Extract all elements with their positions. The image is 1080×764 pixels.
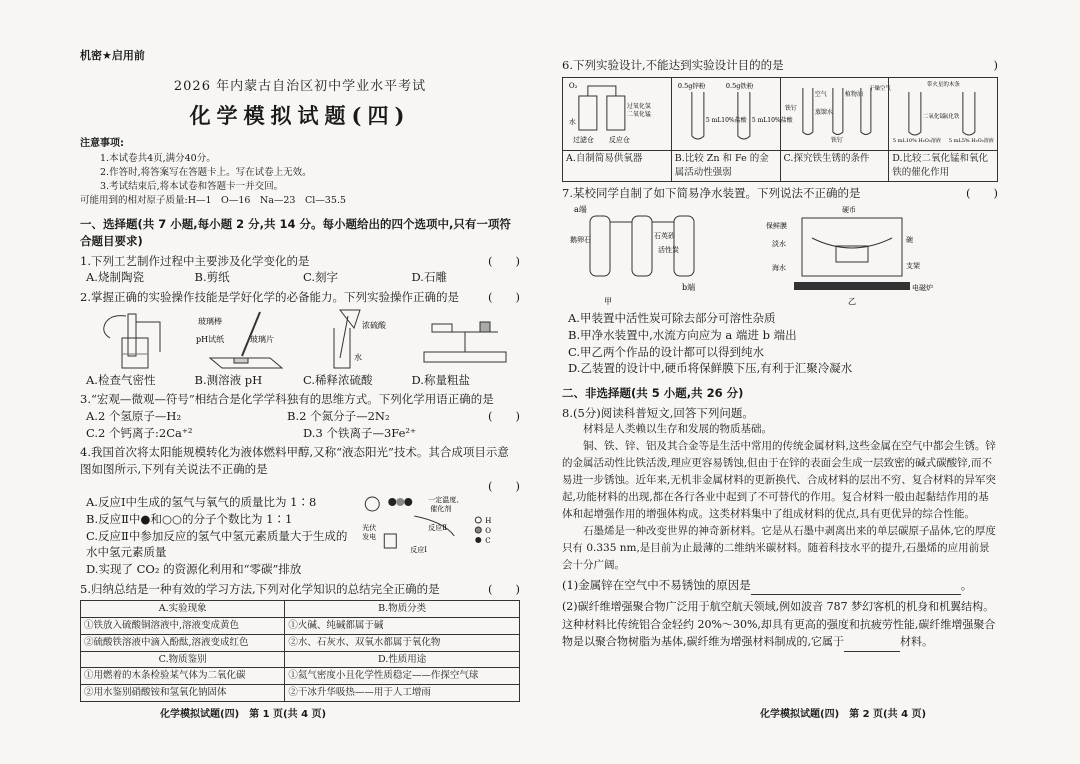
- option: B.剪纸: [194, 270, 230, 285]
- question-7: [562, 185, 998, 202]
- hcl-label-2: 5 mL10%盐酸: [751, 116, 793, 124]
- option: B.比较 Zn 和 Fe 的金属活动性强弱: [671, 151, 780, 182]
- option: C.刻字: [303, 270, 339, 285]
- reading-paragraph: 铜、铁、锌、铝及其合金等是生活中常用的传统金属材料,这些金属在空气中都会生锈。锌的金属活动性比铁活泼,理应更容易锈蚀,但由于在锌的表面会生成一层致密的碱式碳酸锌,而不易进一步锈蚀。近年来,无机非金属材料的更新换代、合成材料的层出不穷、复合材料的异军突起,功能材料的出现,都在各行各业中起到了不可替代的作用。复合材料一般由起黏结作用的基体和起增强作用的增强体构成。这类材料集中了组成材料的优点,具有更优异的综合性能。: [562, 440, 996, 521]
- q1-options: [80, 269, 520, 286]
- distilled-water-label: 蒸馏水: [814, 108, 833, 116]
- o2-label: O₂: [568, 81, 578, 90]
- section-2-heading: 二、非选择题(共 5 小题,共 26 分): [562, 386, 744, 400]
- nail-label-1: 铁钉: [784, 104, 797, 112]
- reading-paragraph: 石墨烯是一种改变世界的神奇新材料。它是从石墨中剥离出来的单层碳原子晶体,它的厚度只有 0.335 nm,是目前为止最薄的二维纳米碳材料。随着科技水平的提升,石墨烯的应用前景会十分广阔。: [562, 525, 996, 572]
- q3-options-row-2: [80, 425, 520, 442]
- option: A.2 个氢原子—H₂: [86, 408, 182, 423]
- h2o2-label: 过氧化氢: [626, 102, 651, 110]
- glass-rod-label: 玻璃棒: [198, 316, 222, 326]
- option: A.自制简易供氧器: [563, 151, 672, 182]
- water-label: 水: [568, 117, 576, 126]
- q8-sub2-end: 材料。: [900, 635, 933, 649]
- answer-paren: ( ): [966, 185, 998, 200]
- rust-condition-figure: [781, 78, 889, 146]
- notice-item: 1.本试卷共4页,满分40分。: [100, 152, 216, 164]
- airtight-check-figure: [80, 308, 190, 372]
- mno2-label: 二氧化锰: [626, 110, 651, 118]
- ph-paper-label: pH试纸: [196, 334, 225, 344]
- question-1: [80, 253, 520, 270]
- seawater-label: 海水: [772, 263, 786, 272]
- fe2o3-label: 氧化铁: [943, 113, 960, 120]
- b-end-label: b端: [682, 282, 696, 292]
- catalyst-label-1: 一定温度、: [428, 496, 464, 505]
- jia-label: 甲: [604, 296, 612, 306]
- splint-label: 带火星的木条: [927, 81, 961, 88]
- water-purifier-figure: [562, 202, 998, 306]
- table-cell: ①氦气密度小且化学性质稳定——作探空气球: [285, 668, 520, 685]
- table-header: B.物质分类: [285, 601, 520, 618]
- q3-options-row-1: [80, 408, 488, 425]
- option: B.测溶液 pH: [194, 372, 263, 387]
- option: A.检查气密性: [86, 372, 156, 387]
- ph-test-figure: [190, 308, 300, 372]
- q2-options: [80, 372, 520, 389]
- answer-paren: ( ): [488, 253, 520, 268]
- bowl-label: 碗: [906, 235, 913, 244]
- induction-cooker-label: 电磁炉: [912, 283, 933, 292]
- yi-label: 乙: [848, 296, 856, 306]
- nail-label-2: 铁钉: [830, 136, 843, 144]
- answer-paren: ): [993, 58, 998, 72]
- a-end-label: a端: [574, 204, 587, 214]
- dilute-acid-figure: [300, 308, 410, 372]
- option: D.3 个铁离子—3Fe²⁺: [303, 425, 417, 440]
- table-header: D.性质用途: [285, 651, 520, 668]
- option: A.反应Ⅰ中生成的氢气与氧气的质量比为 1∶8: [86, 495, 317, 510]
- quartz-sand-label: 石英砂: [654, 231, 675, 240]
- page-1: [80, 48, 520, 702]
- question-6: [562, 57, 998, 74]
- reaction-1-label: 反应Ⅰ: [410, 546, 428, 555]
- o-legend: O: [485, 527, 492, 536]
- table-cell: ①铁放入硫酸铜溶液中,溶液变成黄色: [81, 618, 285, 635]
- q8-stem: 8.(5分)阅读科普短文,回答下列问题。: [562, 405, 754, 420]
- acid-label: 浓硫酸: [362, 320, 386, 330]
- pebble-label: 鹅卵石: [570, 235, 591, 244]
- table-cell: ②硫酸铁溶液中滴入酚酞,溶液变成红色: [81, 634, 285, 651]
- paper-title: 化学模拟试题(四): [189, 102, 411, 128]
- q4-body: [80, 494, 520, 561]
- q2-figures: [80, 308, 520, 372]
- answer-blank[interactable]: [844, 633, 900, 652]
- table-cell: ①火碱、纯碱都属于碱: [285, 618, 520, 635]
- c-legend: C: [485, 537, 492, 546]
- q8-sub2-text: (2)碳纤维增强聚合物广泛用于航空航天领域,例如波音 787 梦幻客机的机身和机翼结构。这种材料比传统铝合金轻约 20%～30%,却具有更高的强度和抗疲劳性能,碳纤维增强聚合物是以聚合物树脂为基体,碳纤维为增强材料制成的,它属于: [562, 600, 996, 649]
- table-header: C.物质鉴别: [81, 651, 285, 668]
- answer-blank[interactable]: [751, 577, 961, 595]
- atomic-masses: 可能用到的相对原子质量:H—1 O—16 Na—23 Cl—35.5: [80, 195, 346, 207]
- section-1-heading: 一、选择题(共 7 小题,每小题 2 分,共 14 分。每小题给出的四个选项中,只有一项符合题目要求): [80, 217, 511, 248]
- option: A.甲装置中活性炭可除去部分可溶性杂质: [568, 311, 776, 326]
- q6-stem: 6.下列实验设计,不能达到实验设计目的的是: [562, 58, 784, 72]
- confidential-mark: 机密★启用前: [80, 49, 145, 62]
- glass-slide-label: 玻璃片: [250, 334, 274, 344]
- table-cell: ②干冰升华吸热——用于人工增雨: [285, 685, 520, 702]
- weighing-figure: [410, 308, 520, 372]
- option: C.反应Ⅱ中参加反应的氢气中氢元素质量大于生成的水中氢元素质量: [86, 528, 348, 560]
- option: B.甲净水装置中,水流方向应为 a 端进 b 端出: [568, 327, 797, 342]
- hcl-label-1: 5 mL10%盐酸: [705, 116, 747, 124]
- q7-stem: 7.某校同学自制了如下简易净水装置。下列说法不正确的是: [562, 185, 861, 200]
- q8-sub1-end: 。: [960, 578, 973, 593]
- notice-heading: 注意事项:: [80, 138, 124, 150]
- option: C.甲乙两个作品的设计都可以得到纯水: [568, 344, 765, 359]
- fresh-water-label: 淡水: [772, 239, 786, 248]
- table-header: A.实验现象: [81, 601, 285, 618]
- dry-air-label: 干燥空气: [868, 85, 891, 92]
- h2o2-5-label: 5 mL5% H₂O₂溶液: [949, 137, 994, 144]
- filter-chamber-label: 过滤仓: [572, 135, 594, 144]
- notice-item: 2.作答时,将答案写在答题卡上。写在试卷上无效。: [100, 166, 312, 178]
- exam-title: 2026 年内蒙古自治区初中学业水平考试: [173, 78, 427, 94]
- mno2-label-2: 二氧化锰: [923, 113, 946, 120]
- question-5: [80, 581, 520, 598]
- option: D.比较二氧化锰和氧化铁的催化作用: [889, 151, 998, 182]
- table-cell: ②水、石灰水、双氧水都属于氧化物: [285, 634, 520, 651]
- q4-options: [80, 494, 347, 561]
- q3-stem: 3.“宏观—微观—符号”相结合是化学学科独有的思维方式。下列化学用语正确的是: [80, 392, 494, 407]
- option: C.探究铁生锈的条件: [780, 151, 889, 182]
- veg-oil-label: 植物油: [844, 90, 863, 98]
- option: A.烧制陶瓷: [86, 270, 144, 285]
- q8-sub1-text: (1)金属锌在空气中不易锈蚀的原因是: [562, 578, 751, 593]
- coin-label: 硬币: [842, 205, 856, 214]
- option: B.反应Ⅱ中●和○○的分子个数比为 1∶1: [86, 511, 293, 526]
- answer-paren: ( ): [488, 478, 520, 493]
- option: D.石雕: [411, 270, 447, 285]
- table-cell: ①用燃着的木条检验某气体为二氧化碳: [81, 668, 285, 685]
- zn-powder-label: 0.5g锌粉: [677, 81, 706, 90]
- fe-powder-label: 0.5g铁粉: [725, 81, 754, 90]
- q1-stem: 1.下列工艺制作过程中主要涉及化学变化的是: [80, 253, 310, 268]
- answer-paren: ( ): [488, 408, 520, 423]
- option: C.2 个钙离子:2Ca⁺²: [86, 425, 193, 440]
- water-label: 水: [354, 352, 362, 362]
- q8-sub-2: [562, 598, 998, 652]
- answer-paren: ( ): [488, 581, 520, 596]
- pv-label: 光伏: [362, 524, 377, 533]
- q6-table: [562, 77, 998, 182]
- option: C.稀释浓硫酸: [303, 372, 373, 387]
- reaction-chamber-label: 反应仓: [608, 135, 630, 144]
- h-legend: H: [485, 517, 492, 526]
- activated-carbon-label: 活性炭: [658, 245, 679, 254]
- catalyst-compare-figure: [889, 78, 997, 146]
- answer-paren: ( ): [488, 289, 520, 304]
- solar-methanol-diagram: [347, 494, 520, 558]
- q5-table: [80, 600, 520, 702]
- q8-sub-1: [562, 577, 998, 595]
- plastic-wrap-label: 保鲜膜: [766, 221, 787, 230]
- reading-paragraph: 材料是人类赖以生存和发展的物质基础。: [583, 423, 772, 436]
- option: D.乙装置的设计中,硬币将保鲜膜下压,有利于汇聚冷凝水: [568, 361, 853, 376]
- q5-stem: 5.归纳总结是一种有效的学习方法,下列对化学知识的总结完全正确的是: [80, 581, 440, 596]
- air-label: 空气: [814, 90, 827, 98]
- stand-label: 支架: [906, 261, 920, 270]
- page-2: [562, 54, 998, 652]
- reaction-2-label: 反应Ⅱ: [428, 524, 448, 533]
- power-label: 发电: [362, 533, 377, 542]
- q4-stem: 4.我国首次将太阳能规模转化为液体燃料甲醇,又称“液态阳光”技术。其合成项目示意图如图所示,下列有关说法不正确的是: [80, 445, 509, 476]
- option: D.实现了 CO₂ 的资源化利用和“零碳”排放: [86, 561, 302, 576]
- question-2: [80, 289, 520, 306]
- catalyst-label-2: 催化剂: [430, 505, 452, 514]
- notice-item: 3.考试结束后,将本试卷和答题卡一并交回。: [100, 181, 284, 193]
- q2-stem: 2.掌握正确的实验操作技能是学好化学的必备能力。下列实验操作正确的是: [80, 289, 459, 304]
- h2o2-10-label: 5 mL10% H₂O₂溶液: [893, 137, 942, 144]
- oxygen-generator-figure: [563, 78, 671, 146]
- table-cell: ②用水鉴别硝酸铵和氢氧化钠固体: [81, 685, 285, 702]
- option: D.称量粗盐: [411, 372, 470, 387]
- option: B.2 个氮分子—2N₂: [287, 408, 390, 423]
- page-1-footer: 化学模拟试题(四) 第 1 页(共 4 页): [160, 709, 327, 720]
- notice-list: [80, 152, 520, 195]
- question-4: [80, 444, 520, 494]
- page-2-footer: 化学模拟试题(四) 第 2 页(共 4 页): [760, 709, 927, 720]
